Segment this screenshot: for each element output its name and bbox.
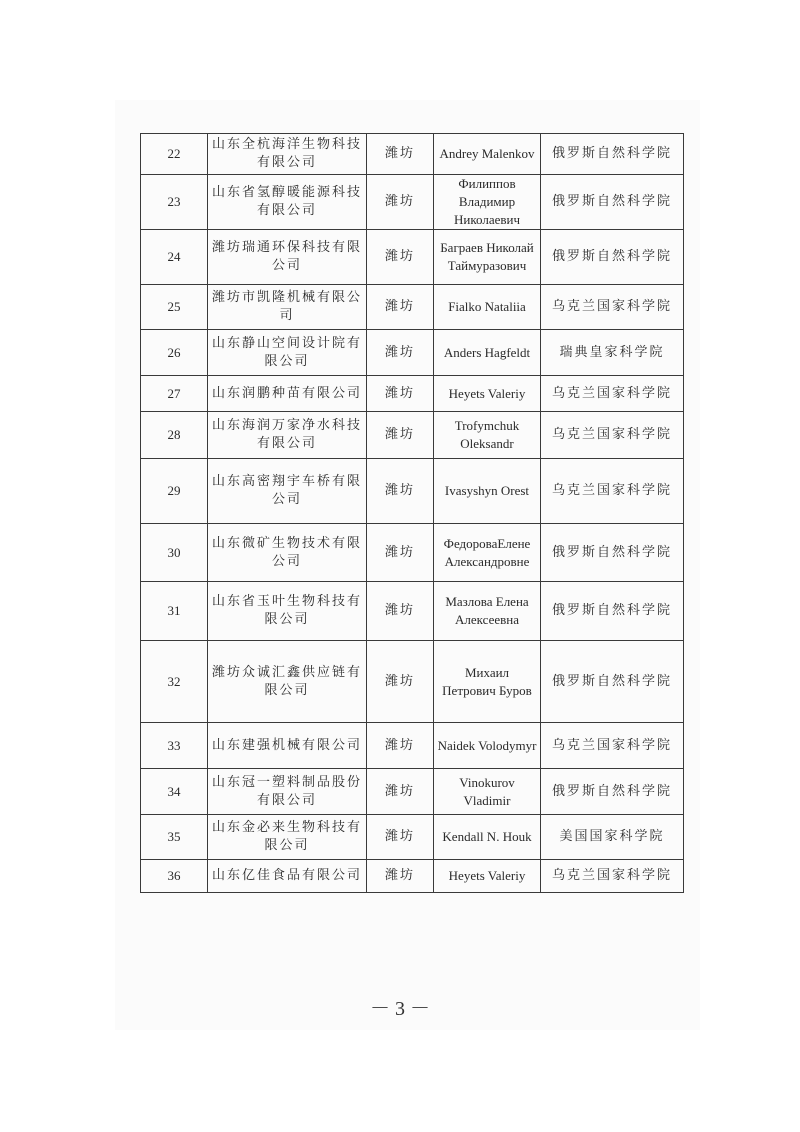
row-number: 27 <box>141 376 208 412</box>
expert-name: Баграев Николай Таймуразович <box>434 230 541 285</box>
row-number: 35 <box>141 815 208 860</box>
institution: 乌克兰国家科学院 <box>541 412 684 459</box>
expert-name: Мазлова Елена Алексеевна <box>434 582 541 641</box>
institution: 俄罗斯自然科学院 <box>541 134 684 175</box>
company-name: 山东海润万家净水科技有限公司 <box>208 412 367 459</box>
institution: 乌克兰国家科学院 <box>541 723 684 769</box>
city: 潍坊 <box>367 330 434 376</box>
table-row <box>141 723 684 769</box>
company-name: 潍坊市凯隆机械有限公司 <box>208 285 367 330</box>
company-name: 山东省玉叶生物科技有限公司 <box>208 582 367 641</box>
institution: 俄罗斯自然科学院 <box>541 175 684 230</box>
row-number: 23 <box>141 175 208 230</box>
row-number: 33 <box>141 723 208 769</box>
table-row <box>141 412 684 459</box>
city: 潍坊 <box>367 175 434 230</box>
company-name: 山东微矿生物技术有限公司 <box>208 524 367 582</box>
institution: 乌克兰国家科学院 <box>541 860 684 893</box>
company-name: 山东亿佳食品有限公司 <box>208 860 367 893</box>
institution: 乌克兰国家科学院 <box>541 459 684 524</box>
institution: 俄罗斯自然科学院 <box>541 524 684 582</box>
row-number: 36 <box>141 860 208 893</box>
row-number: 29 <box>141 459 208 524</box>
table-row <box>141 376 684 412</box>
company-name: 潍坊众诚汇鑫供应链有限公司 <box>208 641 367 723</box>
institution: 乌克兰国家科学院 <box>541 376 684 412</box>
company-name: 山东省氢醇暖能源科技有限公司 <box>208 175 367 230</box>
row-number: 22 <box>141 134 208 175</box>
company-name: 山东润鹏种苗有限公司 <box>208 376 367 412</box>
institution: 美国国家科学院 <box>541 815 684 860</box>
expert-name: Vinokurov Vladimir <box>434 769 541 815</box>
row-number: 30 <box>141 524 208 582</box>
institution: 俄罗斯自然科学院 <box>541 230 684 285</box>
city: 潍坊 <box>367 723 434 769</box>
table-row <box>141 330 684 376</box>
table-row <box>141 134 684 175</box>
city: 潍坊 <box>367 524 434 582</box>
table-row <box>141 815 684 860</box>
city: 潍坊 <box>367 134 434 175</box>
city: 潍坊 <box>367 769 434 815</box>
expert-name: ФедороваЕлене Александровне <box>434 524 541 582</box>
expert-name: Anders Hagfeldt <box>434 330 541 376</box>
table-body <box>141 134 684 893</box>
table-row <box>141 524 684 582</box>
expert-company-table <box>140 133 684 893</box>
company-name: 山东建强机械有限公司 <box>208 723 367 769</box>
company-name: 山东静山空间设计院有限公司 <box>208 330 367 376</box>
institution: 俄罗斯自然科学院 <box>541 769 684 815</box>
city: 潍坊 <box>367 285 434 330</box>
expert-name: Ivasyshyn Orest <box>434 459 541 524</box>
city: 潍坊 <box>367 815 434 860</box>
table-row <box>141 641 684 723</box>
city: 潍坊 <box>367 376 434 412</box>
row-number: 28 <box>141 412 208 459</box>
table-row <box>141 769 684 815</box>
table-row <box>141 175 684 230</box>
expert-name: Heyets Valeriy <box>434 376 541 412</box>
expert-name: Филиппов Владимир Николаевич <box>434 175 541 230</box>
city: 潍坊 <box>367 641 434 723</box>
row-number: 24 <box>141 230 208 285</box>
company-name: 山东金必来生物科技有限公司 <box>208 815 367 860</box>
city: 潍坊 <box>367 582 434 641</box>
institution: 乌克兰国家科学院 <box>541 285 684 330</box>
page-number: － 3 － <box>370 998 430 1020</box>
city: 潍坊 <box>367 860 434 893</box>
institution: 瑞典皇家科学院 <box>541 330 684 376</box>
table-row <box>141 459 684 524</box>
row-number: 25 <box>141 285 208 330</box>
company-name: 山东冠一塑料制品股份有限公司 <box>208 769 367 815</box>
city: 潍坊 <box>367 230 434 285</box>
expert-name: Andrey Malenkov <box>434 134 541 175</box>
city: 潍坊 <box>367 459 434 524</box>
company-name: 潍坊瑞通环保科技有限公司 <box>208 230 367 285</box>
row-number: 32 <box>141 641 208 723</box>
expert-name: Naidek Volodymyr <box>434 723 541 769</box>
company-name: 山东全杭海洋生物科技有限公司 <box>208 134 367 175</box>
expert-name: Михаил Петрович Буров <box>434 641 541 723</box>
expert-name: Kendall N. Houk <box>434 815 541 860</box>
expert-name: Trofymchuk Oleksandr <box>434 412 541 459</box>
company-name: 山东高密翔宇车桥有限公司 <box>208 459 367 524</box>
row-number: 26 <box>141 330 208 376</box>
table-row <box>141 860 684 893</box>
expert-name: Heyets Valeriy <box>434 860 541 893</box>
institution: 俄罗斯自然科学院 <box>541 582 684 641</box>
city: 潍坊 <box>367 412 434 459</box>
row-number: 31 <box>141 582 208 641</box>
row-number: 34 <box>141 769 208 815</box>
table-row <box>141 582 684 641</box>
table-row <box>141 230 684 285</box>
table-row <box>141 285 684 330</box>
expert-name: Fialko Nataliia <box>434 285 541 330</box>
institution: 俄罗斯自然科学院 <box>541 641 684 723</box>
